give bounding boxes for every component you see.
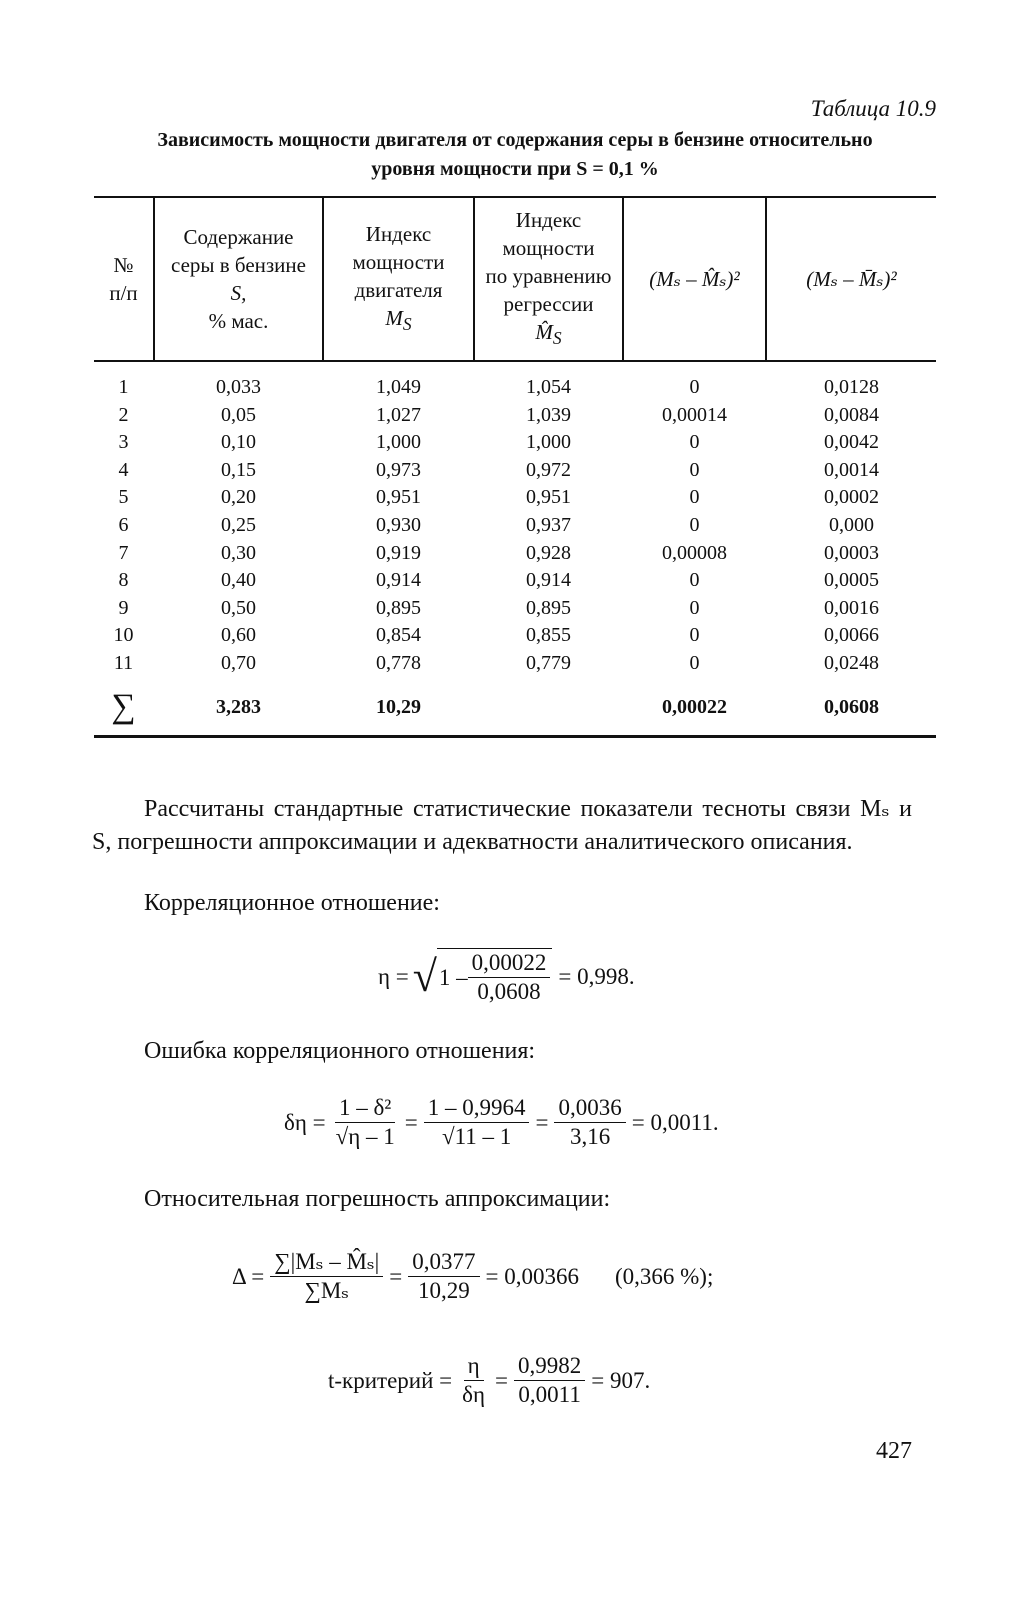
cell-number: 8 <box>118 569 129 592</box>
header-deviation-mean: (Mₛ – M̄ₛ)² <box>806 267 897 291</box>
formula-t-criterion: t-критерий = $\frac{\eta}{\delta\eta}$ = $\frac{0,9982}{0,0011}$ = 907. <box>328 1353 651 1407</box>
cell-deviation-mean: 0,0248 <box>824 652 879 674</box>
cell-regression-index: 0,972 <box>526 458 571 481</box>
table-bottom-rule <box>94 735 936 738</box>
cell-sulfur: 0,30 <box>221 541 256 564</box>
cell-sulfur: 0,25 <box>221 514 256 536</box>
cell-deviation-fitted: 0 <box>689 431 700 454</box>
cell-power-index: 0,914 <box>376 569 421 592</box>
cell-deviation-mean: 0,0005 <box>824 569 879 592</box>
cell-regression-index: 1,054 <box>526 376 571 398</box>
header-power-index: Индекс мощности двигателя $M_S$ <box>352 221 445 335</box>
caption-line-1: Зависимость мощности двигателя от содержания серы в бензине относительно <box>157 129 873 151</box>
cell-regression-index: 1,039 <box>526 403 571 426</box>
paragraph-intro: Рассчитаны стандартные статистические показатели тесноты связи Mₛ и S, погрешности аппроксимации и адекватности аналитического описания. <box>92 796 912 855</box>
cell-sulfur: 0,40 <box>221 569 256 592</box>
cell-deviation-mean: 0,0128 <box>824 376 879 398</box>
heading-error: Ошибка корреляционного отношения: <box>144 1038 536 1064</box>
table-header-rule <box>94 360 936 362</box>
header-number: № п/п <box>109 253 138 305</box>
table-number: Таблица 10.9 <box>810 96 936 121</box>
heading-approximation: Относительная погрешность аппроксимации: <box>144 1186 611 1212</box>
cell-deviation-fitted: 0 <box>689 376 700 398</box>
cell-power-index: 0,778 <box>376 652 421 674</box>
cell-regression-index: 1,000 <box>526 431 571 454</box>
cell-deviation-fitted: 0 <box>689 514 700 536</box>
formula-delta: δη = $\frac{\text{1 – δ²}}{√\eta - 1}$ = $\frac{1 - 0,9964}{√11 - 1}$ = $\frac{0,0036}{3,16}$ = 0,0011. <box>284 1095 719 1149</box>
heading-correlation: Корреляционное отношение: <box>144 890 440 916</box>
cell-sulfur: 0,05 <box>221 403 256 426</box>
cell-regression-index: 0,937 <box>526 514 571 536</box>
cell-deviation-mean: 0,0016 <box>824 596 879 619</box>
cell-sulfur: 0,70 <box>221 652 256 674</box>
cell-power-index: 1,049 <box>376 376 421 398</box>
cell-deviation-fitted: 0 <box>689 458 700 481</box>
cell-sulfur: 0,50 <box>221 596 256 619</box>
sum-symbol: ∑ <box>111 688 136 725</box>
cell-sulfur: 0,15 <box>221 458 256 481</box>
cell-deviation-fitted: 0 <box>689 486 700 509</box>
cell-power-index: 1,027 <box>376 403 421 426</box>
page-number: 427 <box>876 1438 912 1464</box>
cell-deviation-fitted: 0 <box>689 569 700 592</box>
cell-deviation-fitted: 0 <box>689 596 700 619</box>
cell-deviation-fitted: 0,00008 <box>662 541 727 564</box>
header-deviation-fitted: (Mₛ – M̂ₛ)² <box>649 267 740 291</box>
formula-eta: η = √ 1 – $\frac{0,00022}{0,0608}$ = 0,998. <box>378 950 635 1004</box>
sum-sulfur: 3,283 <box>216 696 261 718</box>
cell-deviation-mean: 0,0042 <box>824 431 879 454</box>
cell-deviation-mean: 0,0014 <box>824 458 879 481</box>
cell-number: 4 <box>118 458 129 481</box>
sum-regression <box>475 690 622 724</box>
cell-number: 3 <box>118 431 129 454</box>
cell-sulfur: 0,60 <box>221 624 256 647</box>
cell-regression-index: 0,951 <box>526 486 571 509</box>
cell-power-index: 0,930 <box>376 514 421 536</box>
cell-regression-index: 0,928 <box>526 541 571 564</box>
cell-number: 9 <box>118 596 129 619</box>
cell-power-index: 1,000 <box>376 431 421 454</box>
sum-deviation-fitted: 0,00022 <box>662 696 727 718</box>
caption-line-2: уровня мощности при S = 0,1 % <box>371 158 659 180</box>
sqrt-sign: √ <box>412 952 437 1001</box>
cell-power-index: 0,951 <box>376 486 421 509</box>
cell-sulfur: 0,10 <box>221 431 256 454</box>
sum-power-index: 10,29 <box>376 696 421 718</box>
cell-regression-index: 0,895 <box>526 596 571 619</box>
cell-number: 1 <box>118 376 129 398</box>
cell-deviation-mean: 0,0003 <box>824 541 879 564</box>
cell-number: 2 <box>118 403 129 426</box>
cell-regression-index: 0,779 <box>526 652 571 674</box>
header-regression-index: Индекс мощности по уравнению регрессии $M̂_S$ <box>485 207 612 349</box>
cell-deviation-mean: 0,0002 <box>824 486 879 509</box>
cell-number: 10 <box>113 624 134 647</box>
cell-number: 11 <box>113 652 134 674</box>
cell-deviation-mean: 0,0084 <box>824 403 879 426</box>
header-sulfur: Содержание серы в бензине S, % мас. <box>171 225 306 333</box>
cell-power-index: 0,854 <box>376 624 421 647</box>
cell-number: 6 <box>118 514 129 536</box>
cell-number: 5 <box>118 486 129 509</box>
cell-deviation-fitted: 0 <box>689 624 700 647</box>
cell-power-index: 0,895 <box>376 596 421 619</box>
cell-deviation-mean: 0,0066 <box>824 624 879 647</box>
table-caption <box>90 126 940 184</box>
sum-deviation-mean: 0,0608 <box>824 696 879 718</box>
cell-deviation-fitted: 0,00014 <box>662 403 727 426</box>
cell-regression-index: 0,914 <box>526 569 571 592</box>
cell-deviation-mean: 0,000 <box>829 514 874 536</box>
formula-approximation: Δ = $\frac{\text{∑|Mₛ – M̂ₛ|}}{\text{∑Mₛ}}$ = $\frac{0,0377}{10,29}$ = 0,00366 (0,366 %); <box>232 1249 714 1303</box>
cell-sulfur: 0,033 <box>216 376 261 398</box>
cell-number: 7 <box>118 541 129 564</box>
cell-deviation-fitted: 0 <box>689 652 700 674</box>
cell-sulfur: 0,20 <box>221 486 256 509</box>
cell-power-index: 0,919 <box>376 541 421 564</box>
cell-power-index: 0,973 <box>376 458 421 481</box>
cell-regression-index: 0,855 <box>526 624 571 647</box>
